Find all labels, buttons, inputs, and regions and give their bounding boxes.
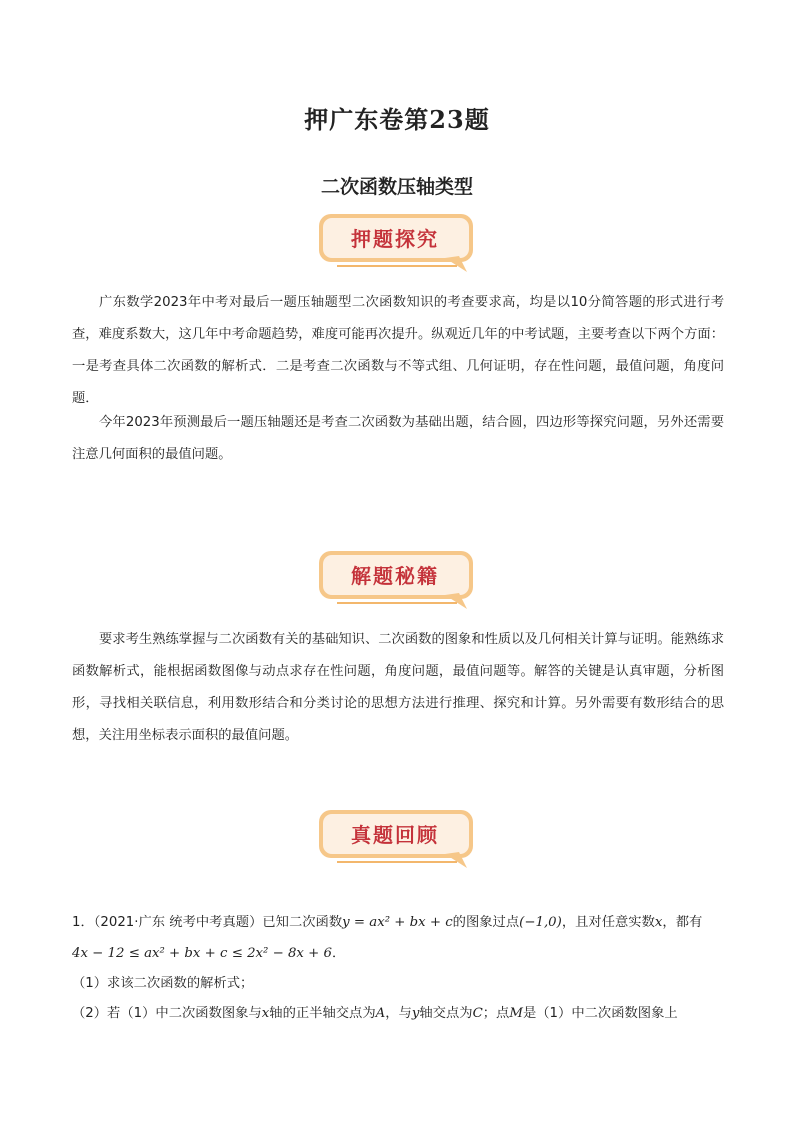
question-line-2: 4x − 12 ≤ ax² + bx + c ≤ 2x² − 8x + 6． (72, 946, 346, 961)
section-banner-label: 解题秘籍 (351, 564, 439, 588)
section-banner-review (317, 808, 477, 870)
paragraph-explore-2: 今年2023年预测最后一题压轴题还是考查二次函数为基础出题，结合圆，四边形等探究问题，另外还需要注意几何面积的最值问题。 (72, 415, 724, 462)
section-banner-tips (317, 549, 477, 611)
question-line-1: 1．（2021·广东 统考中考真题）已知二次函数y = ax² + bx + c的图象过点(−1,0)，且对任意实数x，都有 (72, 915, 703, 930)
question-part-1: （1）求该二次函数的解析式； (72, 976, 254, 991)
question-part-2: （2）若（1）中二次函数图象与x轴的正半轴交点为A，与y轴交点为C；点M是（1）中二次函数图象上 (72, 1006, 678, 1021)
formula-inequality: 4x − 12 ≤ ax² + bx + c ≤ 2x² − 8x + 6 (72, 946, 332, 961)
section-banner-label: 押题探究 (351, 227, 439, 251)
page-title: 押广东卷第23题 (304, 105, 490, 134)
section-banner-label: 真题回顾 (351, 823, 439, 847)
paragraph-explore-1: 广东数学2023年中考对最后一题压轴题型二次函数知识的考查要求高，均是以10分简答题的形式进行考查，难度系数大，这几年中考命题趋势，难度可能再次提升。纵观近几年的中考试题，主要考查以下两个方面：一是考查具体二次函数的解析式．二是考查二次函数与不等式组、几何证明，存在性问题，最值问题，角度问题． (72, 295, 724, 406)
formula-point: (−1,0) (519, 915, 562, 930)
formula-quadratic: y = ax² + bx + c (342, 915, 453, 930)
page-subtitle: 二次函数压轴类型 (320, 176, 473, 198)
paragraph-tips-1: 要求考生熟练掌握与二次函数有关的基础知识、二次函数的图象和性质以及几何相关计算与证明。能熟练求函数解析式，能根据函数图像与动点求存在性问题，角度问题，最值问题等。解答的关键是认真审题，分析图形，寻找相关联信息，利用数形结合和分类讨论的思想方法进行推理、探究和计算。另外需要有数形结合的思想，关注用坐标表示面积的最值问题。 (72, 632, 724, 743)
section-banner-explore (317, 212, 477, 274)
